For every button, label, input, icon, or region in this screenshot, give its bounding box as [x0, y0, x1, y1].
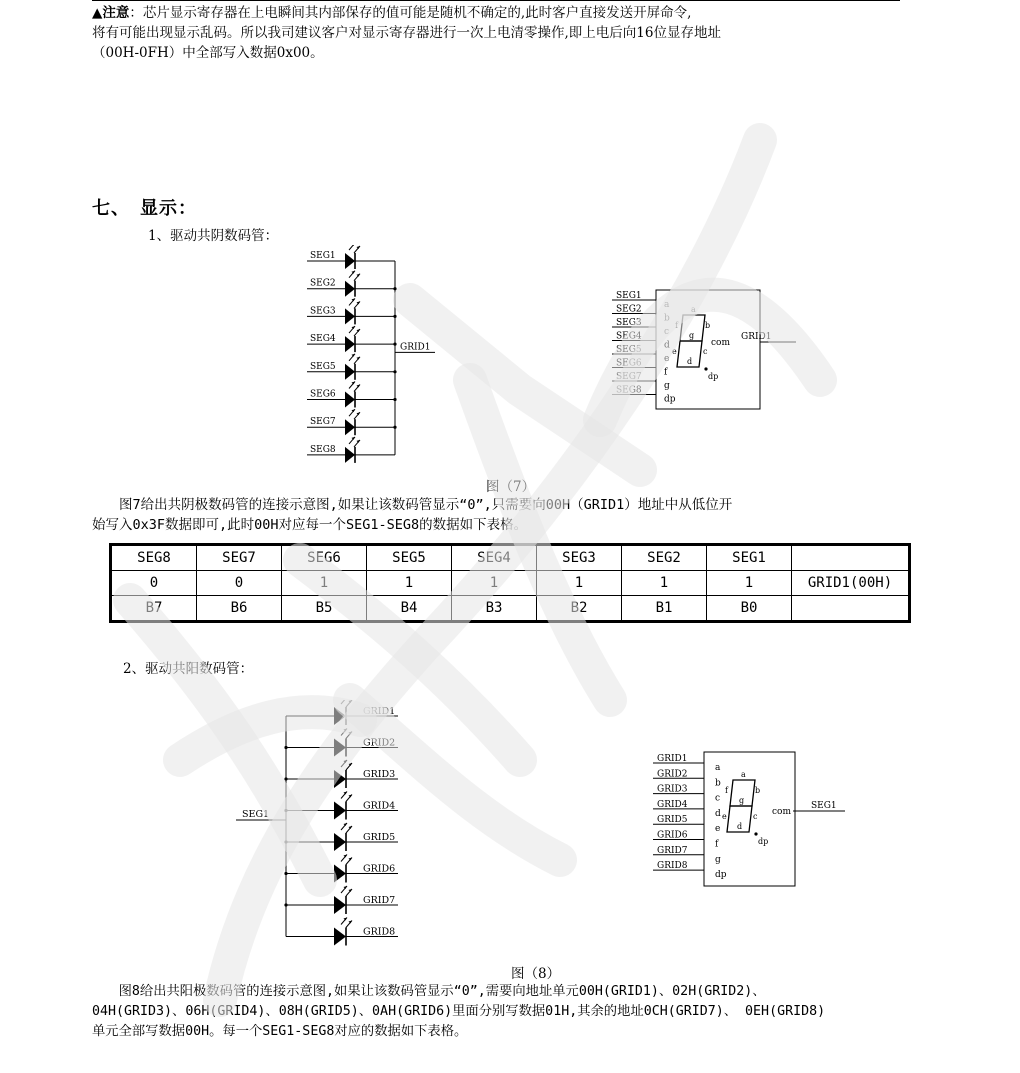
- table-cell: B1: [622, 596, 707, 622]
- watermark-stroke-2: [470, 380, 610, 700]
- table-cell: [792, 596, 910, 622]
- fig7-seg-e: e: [672, 347, 677, 356]
- fig7-emit-5-arrowhead-1: [357, 357, 361, 360]
- table-cell: B3: [452, 596, 537, 622]
- fig7-emit-7-arrowhead-1: [357, 412, 361, 415]
- fig8-seg-b: b: [755, 786, 761, 795]
- table-cell: 1: [622, 571, 707, 596]
- fig8-diode-triangle: [334, 802, 346, 820]
- fig8-emit-1-arrow-0: [341, 700, 347, 704]
- fig7-caption: 图（7）: [486, 479, 536, 495]
- fig8-emit-3-arrowhead-0: [344, 760, 348, 763]
- fig8-diode-label-8: GRID8: [363, 926, 396, 938]
- fig7-diode-label-2: SEG2: [310, 278, 336, 289]
- fig8-diode-schematic: [230, 700, 420, 950]
- fig7-box-input-3: SEG3: [616, 318, 642, 328]
- fig7-diode-triangle: [345, 419, 355, 435]
- fig7-diode-label-5: SEG5: [310, 361, 336, 372]
- note-text: ：芯片显示寄存器在上电瞬间其内部保存的值可能是随机不确定的,此时客户直接发送开屏命令, 将有可能出现显示乱码。所以我司建议客户对显示寄存器进行一次上电清零操作,即上电后向16位显存地址 （00H-0FH）中全部写入数据0x00。: [92, 5, 721, 61]
- fig8-diode-label-5: GRID5: [363, 832, 396, 843]
- fig8-seg-dp: dp: [758, 837, 769, 846]
- fig7-box-input-7: SEG7: [616, 372, 642, 382]
- fig7-box-pin-b: b: [664, 313, 670, 324]
- fig7-seg-g: g: [689, 331, 695, 340]
- table-cell: B2: [537, 596, 622, 622]
- fig7-seg-dp: dp: [708, 372, 719, 381]
- table-cell: 1: [452, 571, 537, 596]
- seg-data-table: [109, 543, 911, 623]
- table-cell: 0: [111, 571, 197, 596]
- fig8-emit-8-arrowhead-1: [349, 921, 353, 924]
- fig8-box-input-7: GRID7: [657, 845, 688, 856]
- table-row-values: [111, 571, 910, 596]
- fig7-box-pin-c: c: [664, 327, 670, 337]
- top-rule: [92, 0, 900, 1]
- table-cell: SEG6: [282, 545, 367, 571]
- fig7-box-pin-a: a: [664, 300, 670, 310]
- fig7-diode-label-4: SEG4: [310, 334, 336, 345]
- para-fig8: 图8给出共阳极数码管的连接示意图,如果让该数码管显示“0”,需要向地址单元00H(GRID1)、02H(GRID2)、 04H(GRID3)、06H(GRID4)、08H(GRID5)、0AH(GRID6)里面分别写数据01H,其余的地址0CH(GRID7)、 0EH(GRID8) 单元全部写数据00H。每一个SEG1-SEG8对应的数据如下表格。: [92, 984, 826, 1039]
- fig7-emit-6-arrowhead-1: [357, 385, 361, 388]
- fig8-box-pin-d: d: [715, 808, 721, 819]
- fig7-box-input-6: SEG6: [616, 358, 642, 369]
- fig8-seg-f: f: [725, 786, 728, 795]
- fig8-emit-1-arrowhead-1: [349, 700, 353, 703]
- fig8-emit-5-arrowhead-0: [344, 823, 348, 826]
- subheading-common-cathode: 1、驱动共阴数码管：: [148, 228, 279, 244]
- fig7-digit-dp-dot: [704, 367, 707, 370]
- fig7-com-label: com: [711, 338, 730, 348]
- fig7-diode-triangle: [345, 447, 355, 463]
- fig7-emit-3-arrowhead-1: [357, 301, 361, 304]
- fig8-box-input-3: GRID3: [657, 784, 688, 795]
- fig8-emit-6-arrowhead-0: [344, 855, 348, 858]
- fig7-emit-3-arrowhead-0: [352, 298, 356, 301]
- table-cell: B0: [707, 596, 792, 622]
- fig8-emit-5-arrowhead-1: [349, 826, 353, 829]
- fig7-seg-d: d: [687, 357, 693, 366]
- fig7-box-pin-e: e: [664, 354, 670, 364]
- table-row-bits: [111, 596, 910, 622]
- fig8-diode-label-1: GRID1: [363, 706, 396, 717]
- fig7-emit-1-arrowhead-1: [357, 246, 361, 249]
- fig8-diode-triangle: [334, 896, 346, 914]
- fig7-box-input-2: SEG2: [616, 304, 642, 315]
- fig8-box-pin-a: a: [715, 763, 721, 773]
- fig8-digit-dp-dot: [754, 832, 757, 835]
- fig7-diode-label-8: SEG8: [310, 444, 336, 455]
- fig8-seg-d: d: [737, 822, 743, 831]
- table-cell: 1: [707, 571, 792, 596]
- table-cell: SEG2: [622, 545, 707, 571]
- fig8-box-pin-c: c: [715, 793, 721, 804]
- fig7-emit-4-arrowhead-1: [357, 329, 361, 332]
- fig8-caption: 图（8）: [511, 966, 561, 982]
- fig8-diode-triangle: [334, 707, 346, 725]
- fig8-diode-triangle: [334, 928, 346, 946]
- fig7-diode-triangle: [345, 308, 355, 324]
- fig8-seg-c: c: [753, 812, 758, 821]
- table-cell: B7: [111, 596, 197, 622]
- note-label: ▲注意: [92, 5, 130, 21]
- table-cell: 0: [197, 571, 282, 596]
- table-cell: B6: [197, 596, 282, 622]
- fig8-emit-4-arrowhead-0: [344, 792, 348, 795]
- fig8-emit-7-arrowhead-1: [349, 889, 353, 892]
- fig8-emit-3-arrowhead-1: [349, 763, 353, 766]
- fig8-emit-7-arrowhead-0: [344, 886, 348, 889]
- fig8-box-input-8: GRID8: [657, 861, 688, 872]
- fig7-emit-5-arrowhead-0: [352, 354, 356, 357]
- table-cell: SEG5: [367, 545, 452, 571]
- fig8-digit-box: [645, 748, 855, 888]
- fig8-emit-6-arrowhead-1: [349, 858, 353, 861]
- fig7-diode-label-1: SEG1: [310, 251, 336, 261]
- fig8-box-pin-dp: dp: [715, 870, 727, 881]
- fig8-diode-label-6: GRID6: [363, 863, 396, 875]
- fig7-box-pin-d: d: [664, 340, 670, 351]
- fig7-box-input-5: SEG5: [616, 345, 642, 355]
- fig8-box-input-2: GRID2: [657, 769, 688, 780]
- table-cell: B4: [367, 596, 452, 622]
- fig7-diode-label-3: SEG3: [310, 306, 336, 317]
- table-cell: B5: [282, 596, 367, 622]
- fig7-emit-2-arrowhead-1: [357, 274, 361, 277]
- fig8-diode-triangle: [334, 739, 346, 757]
- fig7-diode-label-7: SEG7: [310, 417, 336, 428]
- section-title: 七、 显示：: [92, 198, 197, 219]
- fig8-diode-group: [236, 700, 398, 946]
- fig8-out-label: SEG1: [811, 801, 837, 811]
- fig8-emit-8-arrowhead-0: [344, 918, 348, 921]
- fig8-diode-label-3: GRID3: [363, 769, 396, 780]
- fig7-diode-triangle: [345, 392, 355, 408]
- fig8-seg-e: e: [722, 812, 727, 821]
- fig8-emit-2-arrowhead-1: [349, 732, 353, 735]
- fig7-diode-triangle: [345, 336, 355, 352]
- fig8-box-pin-g: g: [715, 854, 721, 865]
- table-cell: SEG3: [537, 545, 622, 571]
- fig8-box-input-6: GRID6: [657, 830, 688, 841]
- table-row-header: [111, 545, 910, 571]
- table-cell: SEG4: [452, 545, 537, 571]
- fig8-emit-2-arrowhead-0: [344, 729, 348, 732]
- table-cell: GRID1(00H): [792, 571, 910, 596]
- fig7-box-group: [612, 290, 796, 409]
- table-cell: [792, 545, 910, 571]
- fig8-bus-label: SEG1: [242, 808, 270, 820]
- fig7-bus-label: GRID1: [400, 342, 431, 353]
- fig7-emit-4-arrowhead-0: [352, 326, 356, 329]
- fig8-box-input-4: GRID4: [657, 799, 688, 810]
- fig7-diode-label-6: SEG6: [310, 389, 336, 400]
- fig7-box-pin-g: g: [664, 381, 670, 391]
- fig7-emit-2-arrowhead-0: [352, 271, 356, 274]
- para-fig7: 图7给出共阴极数码管的连接示意图,如果让该数码管显示“0”,只需要向00H（GRID1）地址中从低位开 始写入0x3F数据即可,此时00H对应每一个SEG1-SEG8的数据如下表格。: [92, 497, 733, 533]
- fig8-diode-label-4: GRID4: [363, 800, 396, 812]
- table-cell: 1: [282, 571, 367, 596]
- fig8-box-input-1: GRID1: [657, 754, 688, 764]
- fig7-diode-group: [307, 245, 435, 463]
- fig7-box-input-8: SEG8: [616, 385, 642, 396]
- fig7-box-input-1: SEG1: [616, 291, 642, 301]
- fig7-out-label: GRID1: [741, 332, 772, 342]
- fig8-com-label: com: [772, 807, 791, 817]
- fig7-emit-6-arrowhead-0: [352, 382, 356, 385]
- fig8-emit-4-arrowhead-1: [349, 795, 353, 798]
- fig8-diode-label-2: GRID2: [363, 737, 396, 749]
- fig7-seg-c: c: [703, 347, 708, 356]
- fig7-seg-f: f: [675, 321, 678, 330]
- fig7-emit-1-arrow-0: [349, 245, 355, 250]
- fig8-diode-triangle: [334, 833, 346, 851]
- fig7-diode-triangle: [345, 281, 355, 297]
- fig8-diode-label-7: GRID7: [363, 895, 396, 906]
- fig7-diode-triangle: [345, 253, 355, 269]
- fig7-box-pin-dp: dp: [664, 394, 676, 405]
- fig8-box-pin-b: b: [715, 778, 721, 789]
- fig7-box-pin-f: f: [664, 367, 668, 378]
- fig8-diode-triangle: [334, 865, 346, 883]
- fig8-seg-g: g: [739, 796, 745, 805]
- fig8-seg-a: a: [741, 770, 746, 779]
- fig7-digit-box: [600, 285, 800, 415]
- fig8-box-input-5: GRID5: [657, 815, 688, 826]
- fig7-diode-triangle: [345, 364, 355, 380]
- fig7-emit-8-arrowhead-1: [357, 440, 361, 443]
- fig8-box-pin-e: e: [715, 824, 721, 835]
- fig7-diode-schematic: [290, 245, 450, 475]
- subheading-common-anode: 2、驱动共阳数码管：: [123, 661, 254, 677]
- fig8-diode-triangle: [334, 770, 346, 788]
- fig8-box-group: [653, 752, 845, 886]
- table-cell: SEG8: [111, 545, 197, 571]
- table-cell: 1: [537, 571, 622, 596]
- note-paragraph: [92, 3, 928, 63]
- table-cell: SEG1: [707, 545, 792, 571]
- fig7-box-input-4: SEG4: [616, 331, 642, 342]
- fig7-seg-a: a: [691, 305, 696, 314]
- table-cell: 1: [367, 571, 452, 596]
- fig7-emit-7-arrowhead-0: [352, 409, 356, 412]
- table-cell: SEG7: [197, 545, 282, 571]
- fig8-box-pin-f: f: [715, 839, 719, 850]
- fig7-emit-8-arrowhead-0: [352, 437, 356, 440]
- fig7-seg-b: b: [705, 321, 711, 330]
